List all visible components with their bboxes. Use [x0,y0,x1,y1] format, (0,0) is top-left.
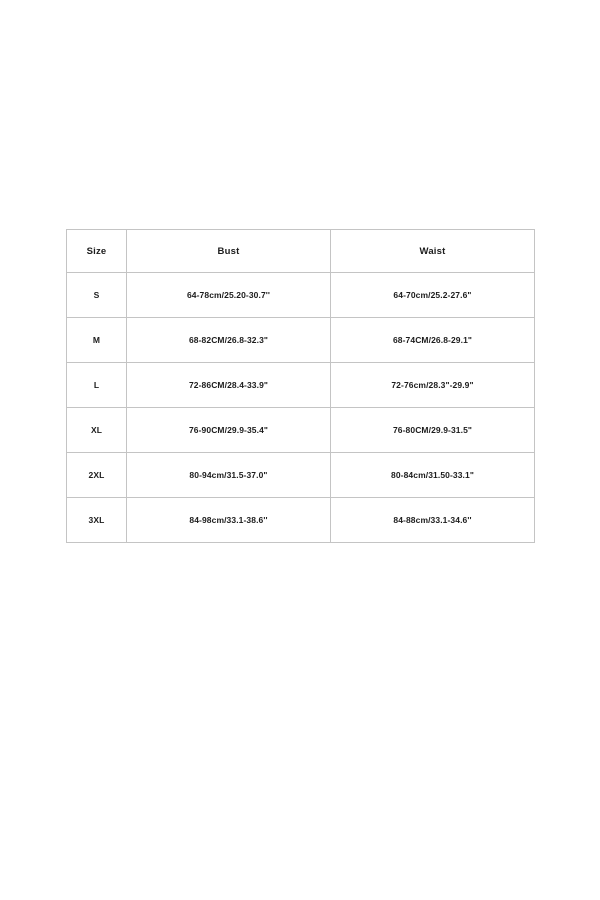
size-chart-header-row [67,230,535,273]
waist-cell: 68-74CM/26.8-29.1" [331,318,535,363]
waist-cell: 72-76cm/28.3"-29.9" [331,363,535,408]
header-cell-size: Size [67,230,127,273]
size-cell: 3XL [67,498,127,543]
size-cell: XL [67,408,127,453]
table-row [67,498,535,543]
table-row [67,363,535,408]
waist-cell: 76-80CM/29.9-31.5" [331,408,535,453]
size-cell: L [67,363,127,408]
size-cell: S [67,273,127,318]
bust-cell: 76-90CM/29.9-35.4" [127,408,331,453]
header-cell-bust: Bust [127,230,331,273]
table-row [67,408,535,453]
size-cell: 2XL [67,453,127,498]
size-chart-table [66,229,535,543]
size-cell: M [67,318,127,363]
table-row [67,453,535,498]
bust-cell: 68-82CM/26.8-32.3" [127,318,331,363]
table-row [67,273,535,318]
waist-cell: 64-70cm/25.2-27.6" [331,273,535,318]
bust-cell: 80-94cm/31.5-37.0" [127,453,331,498]
table-row [67,318,535,363]
waist-cell: 80-84cm/31.50-33.1" [331,453,535,498]
bust-cell: 72-86CM/28.4-33.9" [127,363,331,408]
waist-cell: 84-88cm/33.1-34.6'' [331,498,535,543]
bust-cell: 64-78cm/25.20-30.7'' [127,273,331,318]
header-cell-waist: Waist [331,230,535,273]
bust-cell: 84-98cm/33.1-38.6'' [127,498,331,543]
